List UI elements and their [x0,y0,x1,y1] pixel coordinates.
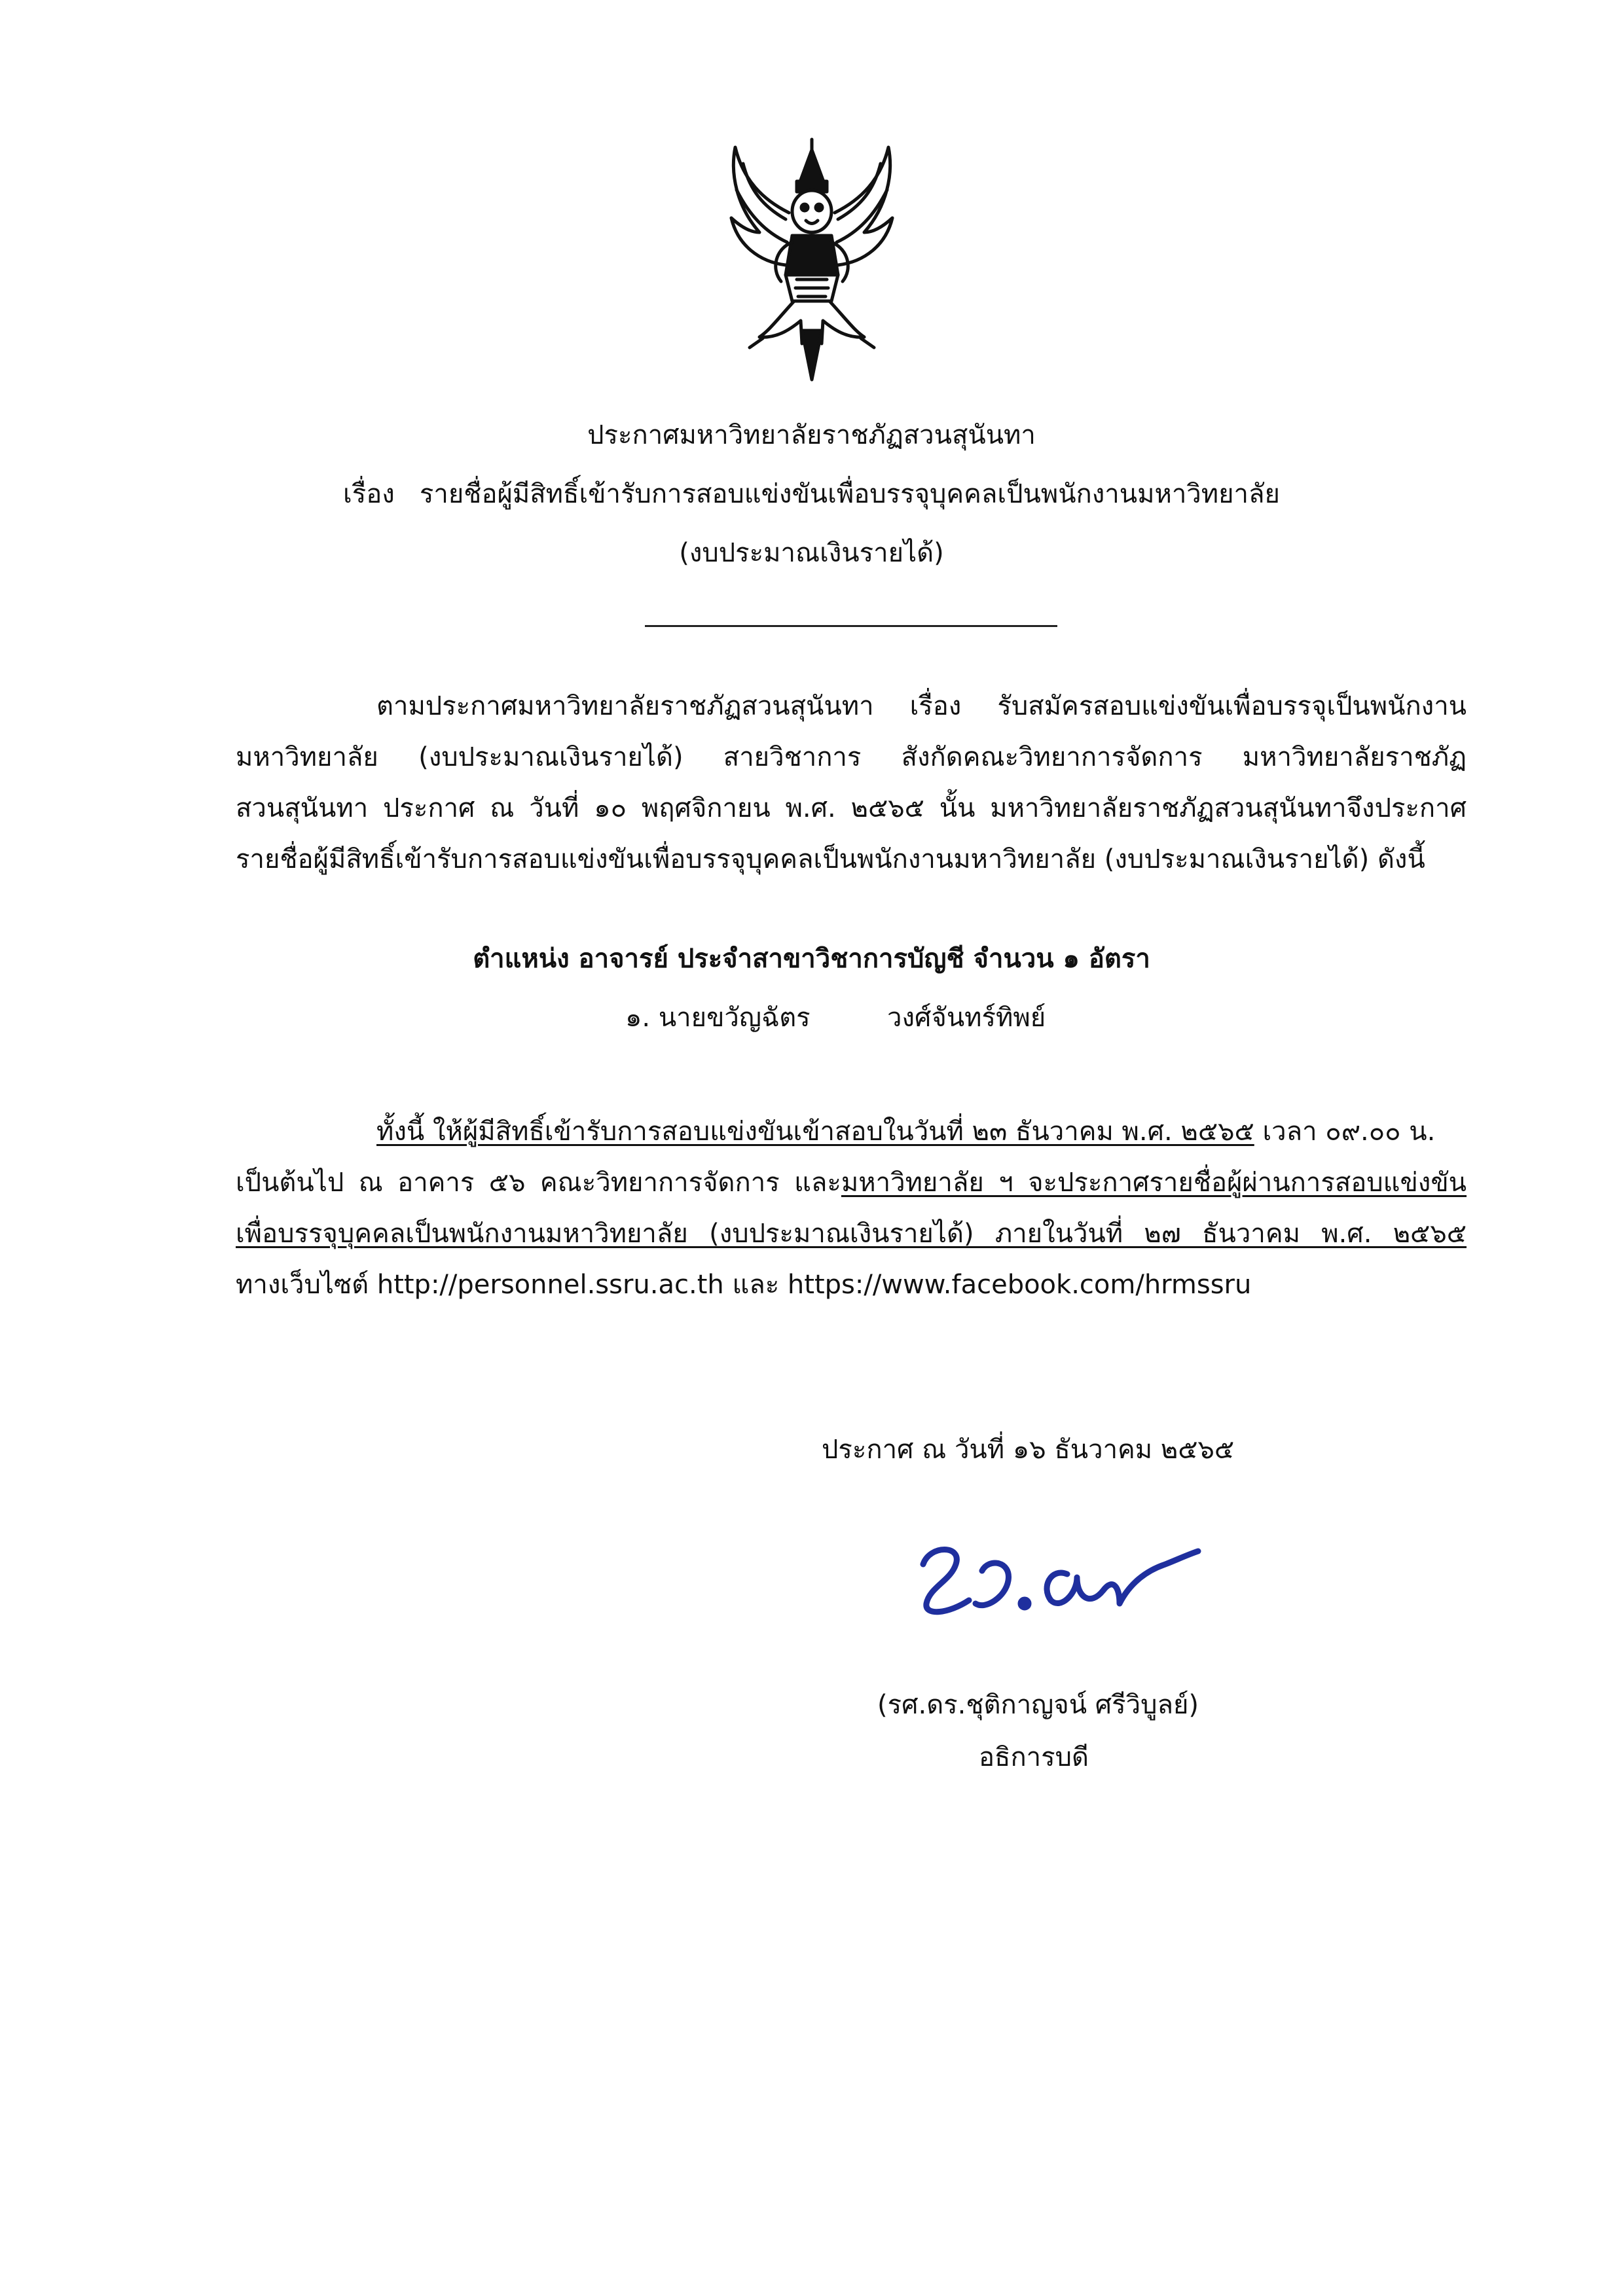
result-date-underlined: เพื่อบรรจุบุคคลเป็นพนักงานมหาวิทยาลัย (งบประมาณเงินรายได้) ภายในวันที่ ๒๗ ธันวาคม พ.ศ. ๒๕๖๕ [236,1219,1467,1249]
exam-location: เป็นต้นไป ณ อาคาร ๕๖ คณะวิทยาการจัดการ และ [236,1168,841,1198]
signer-name: (รศ.ดร.ชุติกาญจน์ ศรีวิบูลย์) [877,1690,1199,1720]
announcement-subject [0,475,1623,514]
exam-date-underlined: ทั้งนี้ ให้ผู้มีสิทธิ์เข้ารับการสอบแข่งขันเข้าสอบในวันที่ ๒๓ ธันวาคม พ.ศ. ๒๕๖๕ [376,1117,1254,1147]
exam-time: เวลา ๐๙.๐๐ น. [1254,1117,1436,1147]
notice-paragraph [236,1106,1467,1310]
notice-line [236,1208,1467,1259]
garuda-emblem-icon [723,134,900,383]
signature-icon [903,1525,1211,1623]
website-line: ทางเว็บไซต์ http://personnel.ssru.ac.th และ https://www.facebook.com/hrmssru [236,1270,1252,1300]
candidate-name: ๑. นายขวัญฉัตร [625,1003,811,1033]
intro-line: สวนสุนันทา ประกาศ ณ วันที่ ๑๐ พฤศจิกายน พ.ศ. ๒๕๖๕ นั้น มหาวิทยาลัยราชภัฏสวนสุนันทาจึงประกาศ [236,793,1467,823]
signer-title: อธิการบดี [979,1742,1089,1772]
announce-date: ประกาศ ณ วันที่ ๑๖ ธันวาคม ๒๕๖๕ [822,1435,1235,1465]
subject-label: เรื่อง [343,479,395,509]
intro-paragraph [236,681,1467,885]
notice-line [236,1157,1467,1208]
position-title: ตำแหน่ง อาจารย์ ประจำสาขาวิชาการบัญชี จำนวน ๑ อัตรา [473,944,1150,974]
intro-line: รายชื่อผู้มีสิทธิ์เข้ารับการสอบแข่งขันเพื่อบรรจุบุคคลเป็นพนักงานมหาวิทยาลัย (งบประมาณเงินรายได้) ดังนี้ [236,844,1425,874]
intro-line: ตามประกาศมหาวิทยาลัยราชภัฏสวนสุนันทา เรื่อง รับสมัครสอบแข่งขันเพื่อบรรจุเป็นพนักงาน [376,691,1467,721]
intro-line: มหาวิทยาลัย (งบประมาณเงินรายได้) สายวิชาการ สังกัดคณะวิทยาการจัดการ มหาวิทยาลัยราชภัฏ [236,742,1467,772]
notice-line [236,1106,1467,1157]
subject-note: (งบประมาณเงินรายได้) [679,538,944,568]
result-announcement-underlined: มหาวิทยาลัย ฯ จะประกาศรายชื่อผู้ผ่านการสอบแข่งขัน [841,1168,1467,1198]
candidate-surname: วงศ์จันทร์ทิพย์ [887,1003,1046,1033]
announcement-org-title: ประกาศมหาวิทยาลัยราชภัฏสวนสุนันทา [587,420,1036,450]
subject-text: รายชื่อผู้มีสิทธิ์เข้ารับการสอบแข่งขันเพื่อบรรจุบุคคลเป็นพนักงานมหาวิทยาลัย [419,479,1280,509]
header-divider [645,625,1057,627]
